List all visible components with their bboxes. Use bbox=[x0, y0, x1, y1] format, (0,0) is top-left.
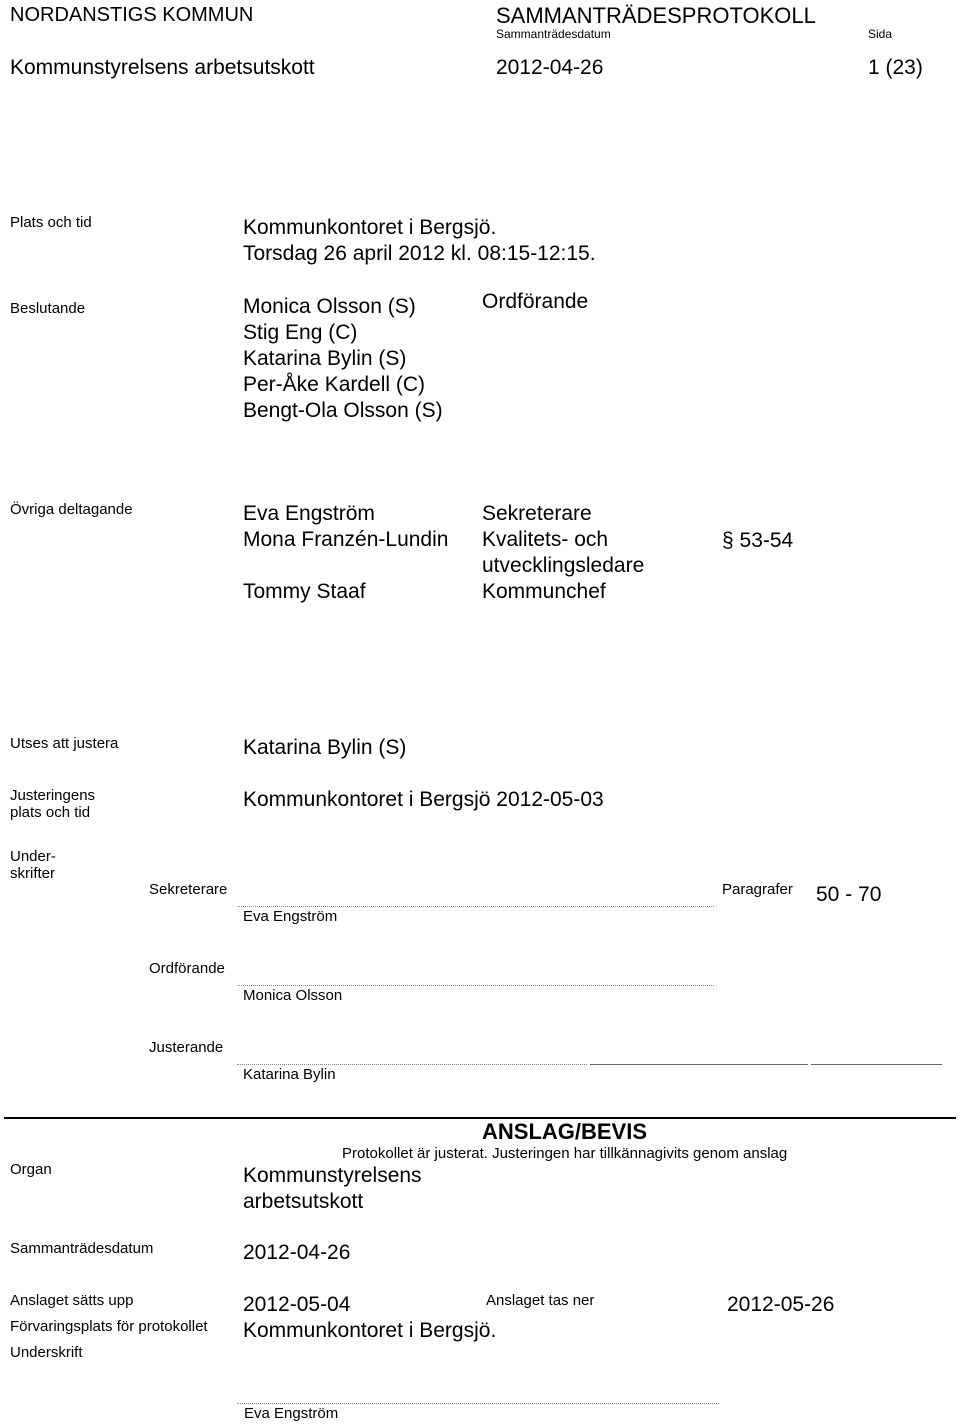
removed-label: Anslaget tas ner bbox=[486, 1292, 595, 1309]
chair-role: Ordförande bbox=[482, 290, 589, 313]
member: Per-Åke Kardell (C) bbox=[243, 373, 426, 396]
removed-value: 2012-05-26 bbox=[727, 1293, 835, 1316]
header-date-label: Sammanträdesdatum bbox=[496, 27, 611, 41]
adjuster-signature-line-3 bbox=[811, 1064, 942, 1065]
member: Stig Eng (C) bbox=[243, 321, 358, 344]
adjuster-signature-line bbox=[237, 1064, 587, 1065]
participant-name: Tommy Staaf bbox=[243, 580, 366, 603]
chair-label: Ordförande bbox=[149, 960, 225, 977]
meeting-place: Kommunkontoret i Bergsjö. bbox=[243, 216, 497, 239]
storage-label: Förvaringsplats för protokollet bbox=[10, 1318, 208, 1335]
place-time-label: Plats och tid bbox=[10, 214, 92, 231]
signatures-label-line: skrifter bbox=[10, 865, 55, 882]
chair-signature-line bbox=[237, 985, 714, 986]
adjuster-name: Katarina Bylin bbox=[243, 1066, 336, 1083]
adjuster-signature-line-2 bbox=[590, 1064, 808, 1065]
posted-value: 2012-05-04 bbox=[243, 1293, 351, 1316]
participant-name: Mona Franzén-Lundin bbox=[243, 528, 449, 551]
organ-line: Kommunstyrelsens bbox=[243, 1164, 422, 1187]
signatures-label bbox=[10, 848, 56, 882]
committee-name: Kommunstyrelsens arbetsutskott bbox=[10, 56, 315, 79]
others-label: Övriga deltagande bbox=[10, 501, 133, 518]
secretary-label: Sekreterare bbox=[149, 881, 228, 898]
notice-signature-line bbox=[237, 1403, 719, 1404]
participant-name bbox=[243, 553, 448, 579]
notice-date-value: 2012-04-26 bbox=[243, 1241, 351, 1264]
place-time-block bbox=[243, 215, 596, 267]
adjuster-person: Katarina Bylin (S) bbox=[243, 736, 407, 759]
storage-value: Kommunkontoret i Bergsjö. bbox=[243, 1319, 497, 1342]
meeting-time: Torsdag 26 april 2012 kl. 08:15-12:15. bbox=[243, 242, 596, 265]
organ-line: arbetsutskott bbox=[243, 1190, 364, 1213]
page-number: 1 (23) bbox=[868, 56, 923, 79]
adjust-place-label bbox=[10, 787, 95, 821]
decision-makers-label: Beslutande bbox=[10, 300, 86, 317]
notice-title: ANSLAG/BEVIS bbox=[482, 1119, 648, 1144]
notice-date-label: Sammanträdesdatum bbox=[10, 1240, 154, 1257]
notice-subtitle: Protokollet är justerat. Justeringen har tillkännagivits genom anslag bbox=[342, 1145, 788, 1162]
member: Bengt-Ola Olsson (S) bbox=[243, 399, 443, 422]
signatures-label-line: Under- bbox=[10, 848, 56, 865]
adjust-place-label-line: Justeringens bbox=[10, 787, 96, 804]
notice-signature-name: Eva Engström bbox=[244, 1405, 339, 1422]
chair-name: Monica Olsson bbox=[243, 987, 343, 1004]
participant-name: Eva Engström bbox=[243, 502, 375, 525]
organ-value bbox=[243, 1163, 422, 1215]
adjuster-label: Justerande bbox=[149, 1039, 224, 1056]
member: Katarina Bylin (S) bbox=[243, 347, 407, 370]
adjust-place-time: Kommunkontoret i Bergsjö 2012-05-03 bbox=[243, 788, 604, 811]
participant-role: Sekreterare bbox=[482, 502, 592, 525]
participant-role: Kvalitets- och bbox=[482, 528, 609, 551]
paragraph-reference: § 53-54 bbox=[722, 529, 794, 552]
paragraphs-value: 50 - 70 bbox=[816, 883, 882, 906]
notice-signature-label: Underskrift bbox=[10, 1344, 83, 1361]
decision-makers-list bbox=[243, 294, 443, 424]
others-names bbox=[243, 501, 448, 605]
municipality-name: NORDANSTIGS KOMMUN bbox=[10, 4, 254, 26]
adjust-label: Utses att justera bbox=[10, 735, 119, 752]
participant-role: utvecklingsledare bbox=[482, 554, 645, 577]
paragraphs-label: Paragrafer bbox=[722, 881, 793, 898]
header-page-label: Sida bbox=[868, 27, 893, 41]
participant-role: Kommunchef bbox=[482, 580, 606, 603]
document-type: SAMMANTRÄDESPROTOKOLL bbox=[496, 3, 816, 28]
notice-divider bbox=[4, 1117, 956, 1119]
others-roles bbox=[482, 501, 644, 605]
organ-label: Organ bbox=[10, 1161, 52, 1178]
secretary-signature-line bbox=[237, 906, 714, 907]
secretary-name: Eva Engström bbox=[243, 908, 338, 925]
member: Monica Olsson (S) bbox=[243, 295, 416, 318]
posted-label: Anslaget sätts upp bbox=[10, 1292, 134, 1309]
meeting-date: 2012-04-26 bbox=[496, 56, 604, 79]
adjust-place-label-line: plats och tid bbox=[10, 804, 91, 821]
